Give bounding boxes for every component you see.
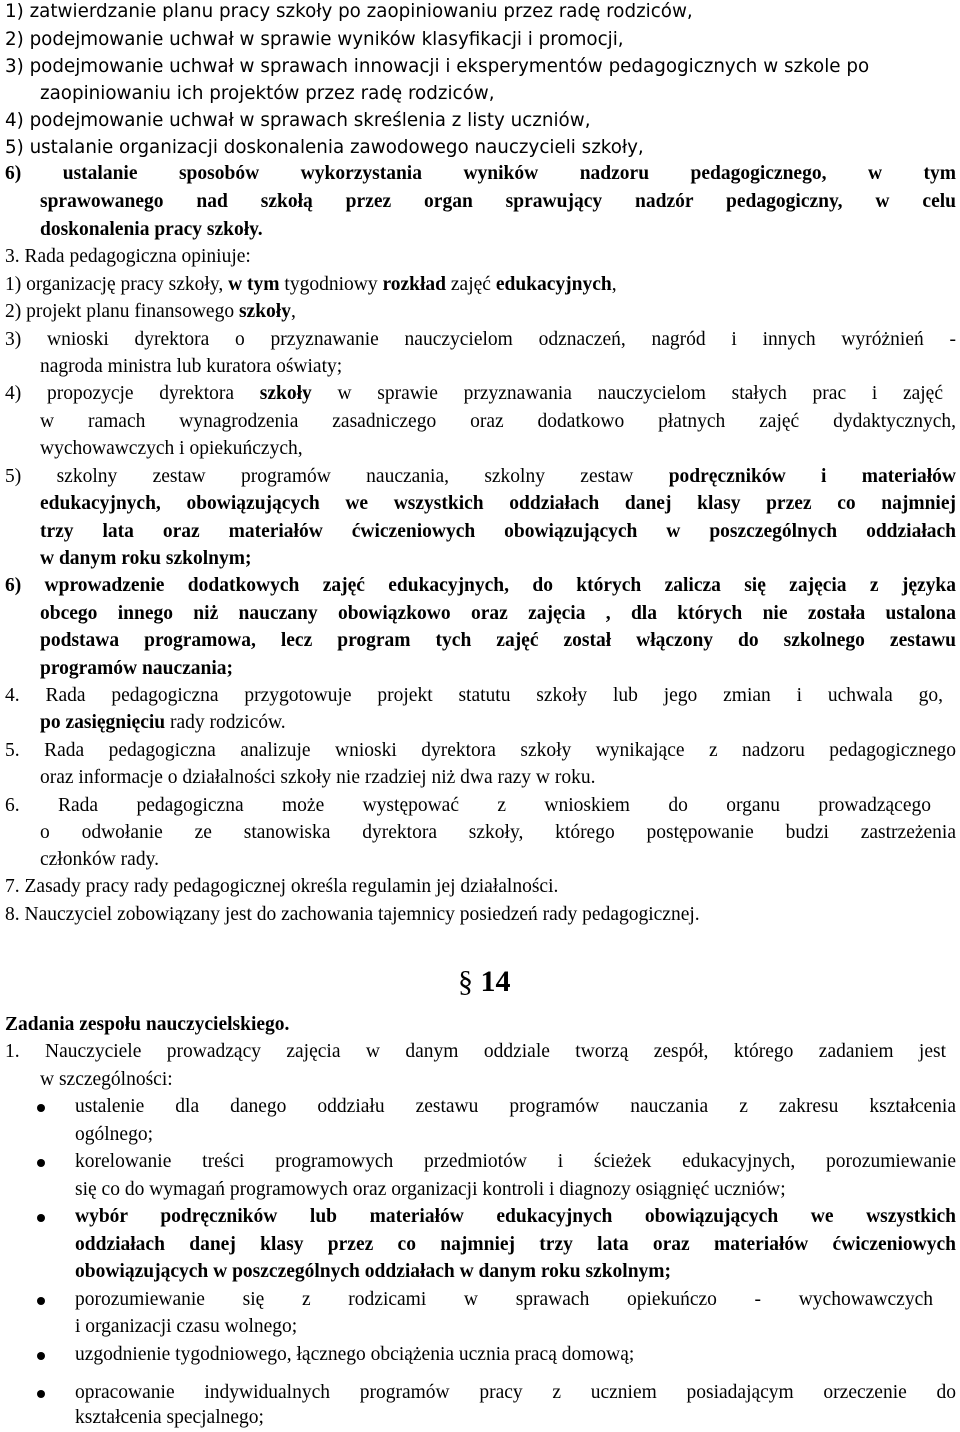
list-item-continuation: ogólnego; <box>75 1124 153 1145</box>
paragraph-1: 1. Nauczyciele prowadzący zajęcia w danym oddziale tworzą zespół, którego zadaniem jest <box>5 1041 946 1062</box>
list-item-continuation: zaopiniowaniu ich projektów przez radę rodziców, <box>40 83 495 104</box>
list-item-continuation: doskonalenia pracy szkoły. <box>40 219 263 240</box>
list-item: 2) podejmowanie uchwał w sprawie wyników klasyfikacji i promocji, <box>5 29 624 50</box>
text: 1) organizację pracy szkoły, <box>5 274 229 295</box>
list-item: uzgodnienie tygodniowego, łącznego obciążenia ucznia pracą domową; <box>75 1344 635 1365</box>
list-item-continuation: podstawa programowa, lecz program tych zajęć został włączony do szkolnego zestawu <box>40 630 956 651</box>
list-item <box>5 463 956 491</box>
list-item-continuation: trzy lata oraz materiałów ćwiczeniowych obowiązujących w poszczególnych oddziałach <box>40 521 956 542</box>
list-item: 5) ustalanie organizacji doskonalenia zawodowego nauczycieli szkoły, <box>5 137 644 158</box>
list-item: 3) wnioski dyrektora o przyznawanie nauczycielom odznaczeń, nagród i innych wyróżnień - <box>5 329 956 350</box>
text: szkoły <box>259 383 312 404</box>
bullet-icon <box>37 1390 45 1398</box>
paragraph-4-continuation <box>40 709 286 737</box>
list-item-continuation: nagroda ministra lub kuratora oświaty; <box>40 356 343 377</box>
section-number-value: 14 <box>480 965 511 998</box>
paragraph-6-continuation: członków rady. <box>40 849 159 870</box>
list-item-continuation: w ramach wynagrodzenia zasadniczego oraz dodatkowo płatnych zajęć dydaktycznych, <box>40 411 956 432</box>
paragraph-7: 7. Zasady pracy rady pedagogicznej określa regulamin jej działalności. <box>5 876 559 897</box>
list-item-continuation: kształcenia specjalnego; <box>75 1407 264 1428</box>
list-item-continuation: oddziałach danej klasy przez co najmniej trzy lata oraz materiałów ćwiczeniowych <box>75 1234 956 1255</box>
list-item-continuation: się co do wymagań programowych oraz organizacji kontroli i diagnozy osiągnięć uczniów; <box>75 1179 786 1200</box>
list-item-continuation: sprawowanego nad szkołą przez organ sprawujący nadzór pedagogiczny, w celu <box>40 191 956 212</box>
bullet-icon <box>37 1104 45 1112</box>
text: 2) projekt planu finansowego <box>5 301 239 322</box>
bullet-icon <box>37 1297 45 1305</box>
section-number <box>458 966 511 998</box>
text: , <box>290 301 296 322</box>
paragraph-4: 4. Rada pedagogiczna przygotowuje projekt statutu szkoły lub jego zmian i uchwala go, <box>5 685 943 706</box>
text: rady rodziców. <box>165 712 286 733</box>
text: zajęć <box>446 274 496 295</box>
text: w sprawie przyznawania nauczycielom stałych prac i zajęć <box>311 383 943 404</box>
bullet-icon <box>37 1352 45 1360</box>
list-item: 4) podejmowanie uchwał w sprawach skreślenia z listy uczniów, <box>5 110 591 131</box>
paragraph-6: 6. Rada pedagogiczna może występować z wnioskiem do organu prowadzącego <box>5 795 931 816</box>
text: po zasięgnięciu <box>40 712 166 733</box>
text: szkoły <box>238 301 291 322</box>
text: w tym <box>228 274 280 295</box>
text: podręczników i materiałów <box>668 466 956 487</box>
section-heading: Zadania zespołu nauczycielskiego. <box>5 1014 290 1035</box>
paragraph-8: 8. Nauczyciel zobowiązany jest do zachowania tajemnicy posiedzeń rady pedagogicznej. <box>5 904 700 925</box>
list-item: korelowanie treści programowych przedmiotów i ścieżek edukacyjnych, porozumiewanie <box>75 1151 956 1172</box>
list-item: wybór podręczników lub materiałów edukacyjnych obowiązujących we wszystkich <box>75 1206 956 1227</box>
list-item-continuation: w danym roku szkolnym; <box>40 548 252 569</box>
section-sign: § <box>458 965 473 998</box>
text: rozkład <box>382 274 447 295</box>
list-item-continuation: i organizacji czasu wolnego; <box>75 1316 298 1337</box>
text: edukacyjnych <box>495 274 612 295</box>
paragraph-5: 5. Rada pedagogiczna analizuje wnioski dyrektora szkoły wynikające z nadzoru pedagogicznego <box>5 740 956 761</box>
list-item-continuation: programów nauczania; <box>40 658 234 679</box>
list-item: 1) zatwierdzanie planu pracy szkoły po zaopiniowaniu przez radę rodziców, <box>5 1 693 22</box>
list-item: 6) wprowadzenie dodatkowych zajęć edukacyjnych, do których zalicza się zajęcia z języka <box>5 575 956 596</box>
list-item: opracowanie indywidualnych programów pracy z uczniem posiadającym orzeczenie do <box>75 1382 956 1403</box>
paragraph-3: 3. Rada pedagogiczna opiniuje: <box>5 246 251 267</box>
list-item-continuation: obcego innego niż nauczany obowiązkowo oraz zajęcia , dla których nie została ustalona <box>40 603 956 624</box>
text: , <box>611 274 617 295</box>
bullet-icon <box>37 1214 45 1222</box>
list-item: ustalenie dla danego oddziału zestawu programów nauczania z zakresu kształcenia <box>75 1096 956 1117</box>
text: 5) szkolny zestaw programów nauczania, szkolny zestaw <box>5 466 669 487</box>
paragraph-6-continuation: o odwołanie ze stanowiska dyrektora szkoły, którego postępowanie budzi zastrzeżenia <box>40 822 956 843</box>
list-item: porozumiewanie się z rodzicami w sprawach opiekuńczo - wychowawczych <box>75 1289 933 1310</box>
list-item <box>5 298 296 326</box>
list-item <box>5 380 943 408</box>
paragraph-5-continuation: oraz informacje o działalności szkoły nie rzadziej niż dwa razy w roku. <box>40 767 596 788</box>
bullet-icon <box>37 1159 45 1167</box>
list-item: 6) ustalanie sposobów wykorzystania wyników nadzoru pedagogicznego, w tym <box>5 163 956 184</box>
list-item-continuation: wychowawczych i opiekuńczych, <box>40 438 303 459</box>
list-item <box>5 271 617 299</box>
list-item-continuation: edukacyjnych, obowiązujących we wszystkich oddziałach danej klasy przez co najmniej <box>40 493 956 514</box>
list-item: 3) podejmowanie uchwał w sprawach innowacji i eksperymentów pedagogicznych w szkole po <box>5 56 870 77</box>
list-item-continuation: obowiązujących w poszczególnych oddziałach w danym roku szkolnym; <box>75 1261 672 1282</box>
paragraph-1-continuation: w szczególności: <box>40 1069 173 1090</box>
text: tygodniowy <box>279 274 383 295</box>
text: 4) propozycje dyrektora <box>5 383 260 404</box>
